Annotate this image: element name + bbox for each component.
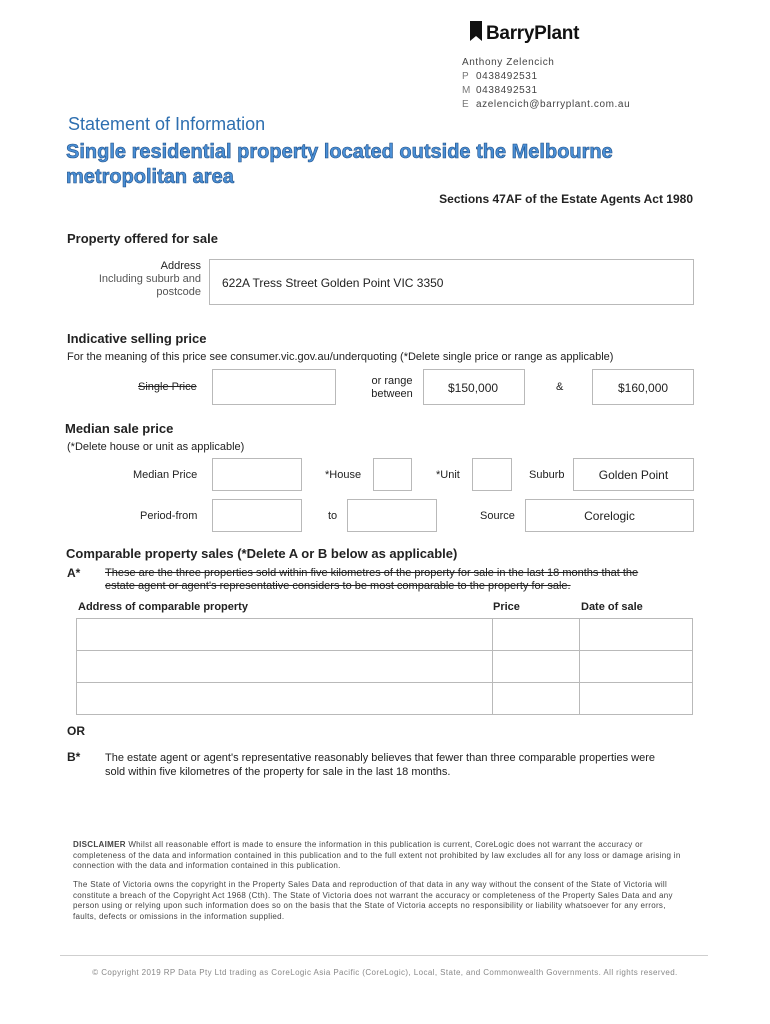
suburb-label: Suburb <box>529 469 565 481</box>
source-label: Source <box>480 510 515 522</box>
option-a-marker: A* <box>67 566 81 580</box>
single-price-label: Single Price <box>138 381 197 393</box>
comparable-date-cell[interactable] <box>580 683 693 715</box>
range-high-field[interactable] <box>592 369 694 405</box>
agent-phone: 0438492531 <box>476 71 538 82</box>
agent-mobile-row <box>462 85 538 96</box>
range-ampersand: & <box>556 381 564 393</box>
house-label: *House <box>325 469 362 481</box>
address-sublabel-1: Including suburb and <box>98 273 201 285</box>
address-label: Address <box>160 260 201 272</box>
table-row <box>77 683 693 715</box>
range-low-field[interactable] <box>423 369 525 405</box>
suburb-value: Golden Point <box>598 468 669 482</box>
copyright-footer: © Copyright 2019 RP Data Pty Ltd trading as CoreLogic Asia Pacific (CoreLogic), Local, State, and Commonwealth Governments. All rights reserved. <box>92 968 678 977</box>
footer-divider <box>60 955 708 956</box>
range-low-value: $150,000 <box>448 381 499 395</box>
document-title: Single residential property located outside the Melbourne metropolitan area <box>66 141 613 188</box>
comparable-date-cell[interactable] <box>580 619 693 651</box>
unit-label: *Unit <box>436 469 460 481</box>
comparable-price-cell[interactable] <box>493 651 580 683</box>
single-price-field[interactable] <box>212 369 336 405</box>
agent-mobile: 0438492531 <box>476 85 538 96</box>
agent-name: Anthony Zelencich <box>462 57 555 68</box>
median-note: (*Delete house or unit as applicable) <box>67 441 245 453</box>
address-sublabel-2: postcode <box>156 286 201 298</box>
disclaimer-paragraph-2: The State of Victoria owns the copyright in the Property Sales Data and reproduction of that data in any way without the consent of the State of Victoria will constitute a breach of the Copyright Act 1968 (Cth). The State of Victoria does not warrant the accuracy or completeness of the Property Sales Data and any person using or relying upon such information does so on the basis that the State of Victoria accepts no responsibility or liability whatsoever for any errors, faults, defects or omissions in the information supplied. <box>73 880 673 921</box>
option-b-text-line-2: sold within five kilometres of the property for sale in the last 18 months. <box>105 766 451 778</box>
range-label-group <box>360 375 424 401</box>
comparable-price-cell[interactable] <box>493 619 580 651</box>
median-price-label: Median Price <box>133 469 198 481</box>
table-row <box>77 619 693 651</box>
brand-name: BarryPlant <box>486 23 580 44</box>
median-section-title: Median sale price <box>65 421 174 436</box>
comparable-address-cell[interactable] <box>77 651 493 683</box>
period-to-field[interactable] <box>347 499 437 532</box>
median-price-field[interactable] <box>212 458 302 491</box>
property-section-title: Property offered for sale <box>67 231 218 246</box>
unit-checkbox-field[interactable] <box>472 458 512 491</box>
suburb-field[interactable] <box>573 458 694 491</box>
col-header-date: Date of sale <box>581 601 643 613</box>
house-checkbox-field[interactable] <box>373 458 412 491</box>
option-b-text-line-1: The estate agent or agent's representative reasonably believes that fewer than three comparable properties were <box>105 752 655 764</box>
source-value: Corelogic <box>584 509 635 523</box>
price-note: For the meaning of this price see consumer.vic.gov.au/underquoting (*Delete single price or range as applicable) <box>67 351 614 363</box>
comparable-properties-table <box>76 618 693 715</box>
period-to-label: to <box>328 510 338 522</box>
disclaimer-paragraph-1 <box>73 840 691 872</box>
comparable-date-cell[interactable] <box>580 651 693 683</box>
range-label-2: between <box>371 388 413 400</box>
col-header-address: Address of comparable property <box>78 601 248 613</box>
option-a-text <box>105 567 638 593</box>
act-sections: Sections 47AF of the Estate Agents Act 1980 <box>439 192 693 206</box>
agent-email-row <box>462 99 630 110</box>
email-prefix: E <box>462 99 470 110</box>
option-b-marker: B* <box>67 750 81 764</box>
source-field[interactable] <box>525 499 694 532</box>
comparable-address-cell[interactable] <box>77 683 493 715</box>
period-from-field[interactable] <box>212 499 302 532</box>
agent-phone-row <box>462 71 538 82</box>
document-heading: Statement of Information <box>68 114 266 134</box>
comparable-address-cell[interactable] <box>77 619 493 651</box>
address-field[interactable] <box>209 259 694 305</box>
agent-email: azelencich@barryplant.com.au <box>476 99 631 110</box>
period-from-label: Period-from <box>140 510 198 522</box>
comparable-price-cell[interactable] <box>493 683 580 715</box>
mobile-prefix: M <box>462 85 471 96</box>
barryplant-logo-icon <box>470 21 482 41</box>
address-value: 622A Tress Street Golden Point VIC 3350 <box>222 276 444 290</box>
option-a-text-line-1: These are the three properties sold within five kilometres of the property for sale in the last 18 months that the <box>105 567 639 579</box>
or-separator: OR <box>67 724 85 738</box>
disclaimer-text-1: Whilst all reasonable effort is made to ensure the information in this publication is current, CoreLogic does not warrant the accuracy or completeness of the data and information contained in this publication and to the full extent not prohibited by law excludes all for any loss or damage arising in connection with the data and information contained in this publication. <box>73 840 681 870</box>
table-row <box>77 651 693 683</box>
option-b-text <box>105 751 655 779</box>
address-label-group <box>99 260 201 299</box>
range-high-value: $160,000 <box>618 381 669 395</box>
option-a-text-line-2: estate agent or agent's representative considers to be most comparable to the property for sale. <box>105 580 571 592</box>
phone-prefix: P <box>462 71 470 82</box>
col-header-price: Price <box>493 601 520 613</box>
range-label-1: or range <box>371 375 413 387</box>
comparable-section-title: Comparable property sales (*Delete A or B below as applicable) <box>66 546 458 561</box>
disclaimer-label: DISCLAIMER <box>73 840 126 849</box>
price-section-title: Indicative selling price <box>67 331 207 346</box>
